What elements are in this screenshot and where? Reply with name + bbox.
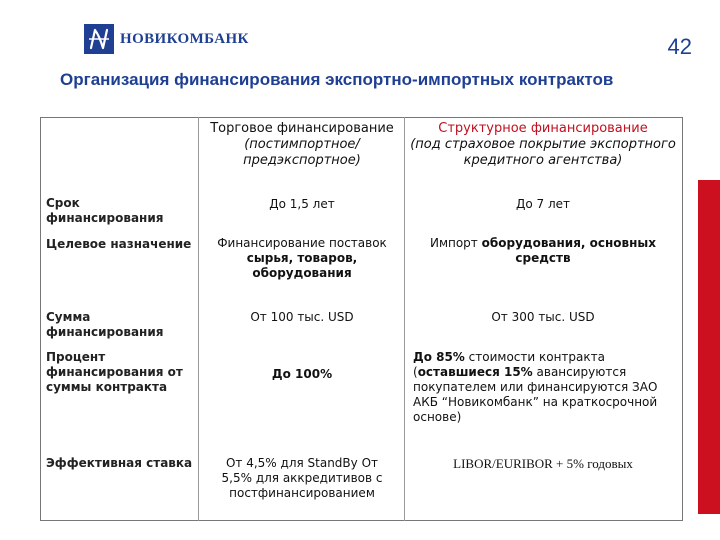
percent-structured-bold-2: оставшиеся 15% [417,365,533,379]
purpose-trade-bold: сырья, товаров, оборудования [246,251,358,280]
header-structured-subtitle: (под страховое покрытие экспортного кредитного агентства) [410,137,676,168]
purpose-trade-value [202,236,402,281]
header-structured-title: Структурное финансирование [438,121,648,136]
percent-trade-value: До 100% [271,367,333,381]
purpose-structured-value [407,236,679,266]
percent-structured-bold-1: До 85% [413,350,465,364]
novikombank-monogram-icon [84,24,114,54]
slide-title: Организация финансирования экспортно-импортных контрактов [60,70,614,89]
slide-number: 42 [667,34,692,59]
header-structured-finance [407,121,679,169]
row-label-purpose: Целевое назначение [46,237,192,251]
term-structured-value: До 7 лет [515,197,571,211]
purpose-structured-bold: оборудования, основных средств [481,236,657,265]
purpose-trade-text: Финансирование поставок [217,236,387,250]
accent-bar [698,180,720,514]
row-label-term: Срок финансирования [46,196,164,225]
column-divider [198,117,199,521]
term-trade-value: До 1,5 лет [269,197,335,211]
column-divider [404,117,405,521]
amount-structured-value: От 300 тыс. USD [491,310,595,324]
bank-name: НОВИКОМБАНК [120,30,249,47]
bank-logo [84,24,249,54]
row-label-rate: Эффективная ставка [46,456,193,470]
percent-structured-text-1: стоимости контракта ( [413,350,605,379]
row-label-percent: Процент финансирования от суммы контракта [46,350,183,394]
row-label-amount: Сумма финансирования [46,310,164,339]
amount-trade-value: От 100 тыс. USD [250,310,354,324]
percent-structured-value [413,350,675,425]
rate-structured-value: LIBOR/EURIBOR + 5% годовых [453,456,633,471]
percent-structured-text-2: авансируются покупателем или финансируются ЗАО АКБ “Новикомбанк” на краткосрочной основе) [413,365,658,424]
purpose-structured-text: Импорт [429,236,482,250]
header-trade-title: Торговое финансирование [210,121,394,136]
header-trade-finance [202,121,402,169]
header-trade-subtitle: (постимпортное/ предэкспортное) [243,137,361,168]
rate-trade-value: От 4,5% для StandBy От 5,5% для аккредитивов с постфинансированием [221,456,383,500]
